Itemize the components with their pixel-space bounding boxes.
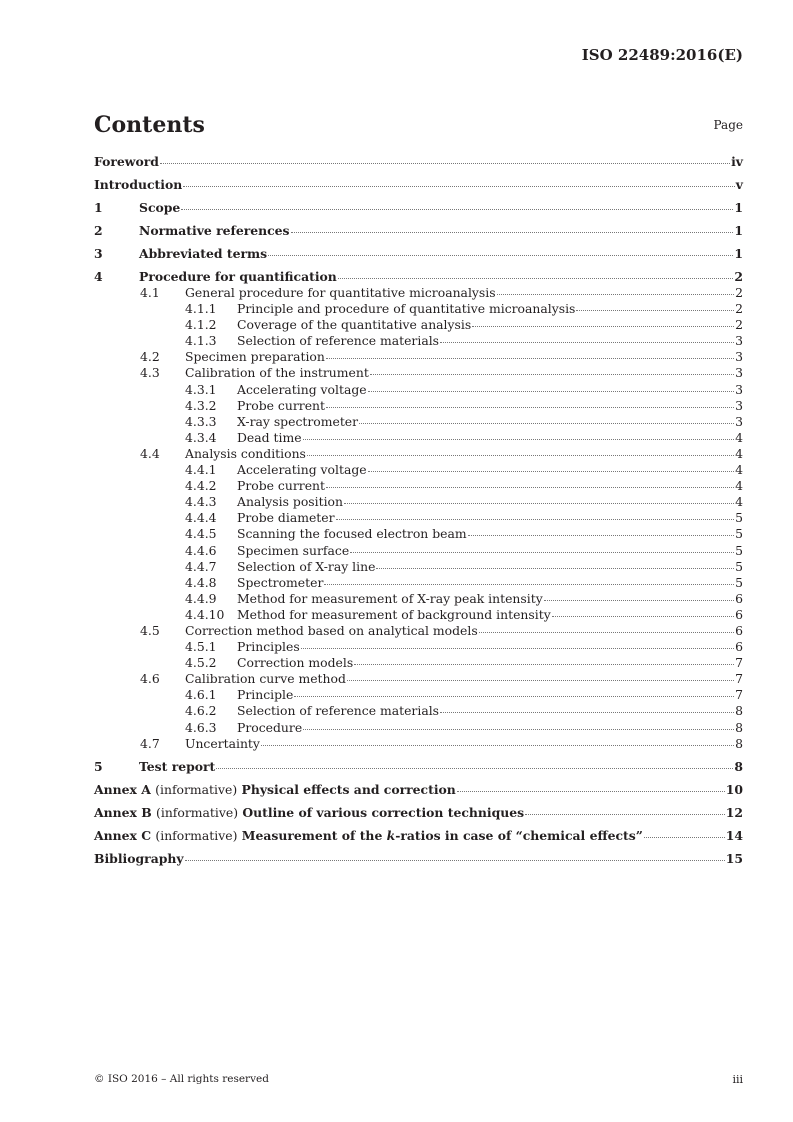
toc-entry-title <box>139 246 267 261</box>
toc-title-text: Selection of X-ray line <box>237 558 376 574</box>
toc-entry-title <box>237 591 543 606</box>
toc-entry-page: iv <box>731 154 743 169</box>
toc-entry-page: 3 <box>735 381 743 397</box>
toc-entry-number: 4.6 <box>140 671 160 687</box>
toc-entry[interactable] <box>94 494 743 510</box>
annex-label: Annex A <box>94 781 151 797</box>
toc-entry-title <box>185 736 260 751</box>
toc-entry-page: 6 <box>735 590 743 606</box>
dot-leader <box>344 503 734 504</box>
toc-title-text: Probe diameter <box>237 510 335 526</box>
toc-entry-number: 4.5 <box>140 622 160 638</box>
toc-entry-number: 4.4.3 <box>185 494 217 510</box>
toc-entry[interactable] <box>94 639 743 655</box>
toc-entry-page: 8 <box>735 719 743 735</box>
toc-entry[interactable] <box>94 543 743 559</box>
toc-entry[interactable] <box>94 703 743 719</box>
annex-informative-label: (informative) <box>155 781 238 797</box>
toc-entry[interactable] <box>94 462 743 478</box>
toc-entry-number: 4.7 <box>140 735 160 751</box>
toc-entry[interactable] <box>94 333 743 349</box>
toc-entry-page: 5 <box>735 510 743 526</box>
toc-entry-page: 4 <box>735 462 743 478</box>
toc-title-text: Probe current <box>237 478 325 494</box>
toc-entry-title <box>237 526 467 541</box>
toc-title-text: Bibliography <box>94 850 184 866</box>
toc-entry-title <box>237 559 375 574</box>
toc-entry-number: 4.6.2 <box>185 703 217 719</box>
dot-leader <box>468 535 735 536</box>
toc-title-text: Scope <box>139 200 181 215</box>
toc-entry[interactable] <box>94 720 743 736</box>
toc-entry[interactable] <box>94 478 743 494</box>
dot-leader <box>350 552 734 553</box>
footer-copyright: © ISO 2016 – All rights reserved <box>94 1073 269 1085</box>
toc-entry-page: 2 <box>735 301 743 317</box>
toc-entry[interactable] <box>94 607 743 623</box>
toc-entry-number: 4.4.4 <box>185 510 217 526</box>
toc-entry-number: 1 <box>94 200 103 215</box>
toc-title-text: Procedure <box>237 719 303 735</box>
toc-title-text: Scanning the focused electron beam <box>237 526 467 542</box>
document-id-header: ISO 22489:2016(E) <box>581 46 743 64</box>
toc-entry[interactable] <box>94 671 743 687</box>
toc-entry-title <box>185 349 325 364</box>
toc-title-text: Introduction <box>94 177 183 192</box>
annex-informative-label: (informative) <box>156 804 239 820</box>
toc-title-text: Abbreviated terms <box>139 246 268 261</box>
dot-leader <box>472 326 734 327</box>
toc-entry[interactable] <box>94 559 743 575</box>
dot-leader <box>479 632 734 633</box>
dot-leader <box>303 439 735 440</box>
toc-entry-page: v <box>735 177 743 192</box>
toc-entry-number: 4.2 <box>140 349 160 365</box>
toc-entry-title <box>237 382 367 397</box>
toc-entry-title <box>94 851 184 866</box>
toc-entry-page: 1 <box>734 223 743 238</box>
toc-entry-page: 5 <box>735 558 743 574</box>
toc-entry-title <box>237 317 471 332</box>
toc-entry-page: 7 <box>735 687 743 703</box>
toc-entry[interactable] <box>94 851 743 867</box>
toc-title-text: Selection of reference materials <box>237 333 440 349</box>
toc-title-text: Outline of various correction techniques <box>242 804 525 820</box>
toc-title-text: Correction method based on analytical models <box>185 622 478 638</box>
toc-entry-number: 4.6.1 <box>185 687 217 703</box>
toc-entry-number: 4.6.3 <box>185 719 217 735</box>
toc-entry-page: 4 <box>735 494 743 510</box>
toc-title-text: Accelerating voltage <box>237 381 367 397</box>
toc-entry-number: 4.4.5 <box>185 526 217 542</box>
toc-entry[interactable] <box>94 591 743 607</box>
toc-entry-title <box>185 365 369 380</box>
dot-leader <box>185 860 725 861</box>
toc-entry-title <box>237 494 343 509</box>
toc-entry-title <box>94 154 159 169</box>
dot-leader <box>552 616 734 617</box>
toc-entry-page: 2 <box>735 285 743 300</box>
toc-title-text: Method for measurement of X-ray peak intensity <box>237 590 543 606</box>
toc-entry-title <box>237 687 293 702</box>
toc-entry-page: 6 <box>735 639 743 655</box>
toc-entry-title <box>139 223 290 238</box>
toc-entry[interactable] <box>94 430 743 446</box>
toc-entry-number: 4.4.9 <box>185 590 217 606</box>
dot-leader <box>370 374 734 375</box>
toc-entry-title <box>237 333 439 348</box>
table-of-contents <box>94 154 743 867</box>
toc-entry-page: 1 <box>734 246 743 261</box>
toc-title-text: X-ray spectrometer <box>237 413 359 429</box>
toc-entry-page: 8 <box>734 758 743 774</box>
toc-entry[interactable] <box>94 301 743 317</box>
toc-entry[interactable] <box>94 365 743 381</box>
toc-entry-title <box>185 623 478 638</box>
toc-title-text: Spectrometer <box>237 574 324 590</box>
dot-leader <box>183 186 735 187</box>
toc-entry[interactable] <box>94 200 743 216</box>
toc-title-text: Uncertainty <box>185 735 260 751</box>
toc-entry-title <box>94 782 456 797</box>
toc-title-text: Calibration curve method <box>185 671 346 687</box>
toc-title-text: Accelerating voltage <box>237 462 367 478</box>
toc-entry[interactable] <box>94 269 743 285</box>
dot-leader <box>268 255 733 256</box>
dot-leader <box>359 423 734 424</box>
toc-entry[interactable] <box>94 687 743 703</box>
toc-entry[interactable] <box>94 623 743 639</box>
toc-title-text: Principle <box>237 687 294 703</box>
toc-entry-title <box>237 639 300 654</box>
toc-entry-page: 2 <box>734 269 743 284</box>
toc-entry-number: 4.4.8 <box>185 574 217 590</box>
toc-entry[interactable] <box>94 382 743 398</box>
toc-entry-number: 4.4 <box>140 445 160 461</box>
toc-entry-title <box>237 414 358 429</box>
toc-entry-number: 4 <box>94 269 103 284</box>
toc-entry-number: 4.1.1 <box>185 301 217 317</box>
toc-title-text: Specimen surface <box>237 542 350 558</box>
toc-entry-number: 4.3.4 <box>185 429 217 445</box>
toc-entry-page: 7 <box>735 671 743 687</box>
toc-entry-title <box>237 478 325 493</box>
dot-leader <box>160 163 730 164</box>
toc-title-text: Coverage of the quantitative analysis <box>237 317 472 333</box>
toc-entry-title <box>94 177 182 192</box>
toc-entry-number: 4.5.1 <box>185 639 217 655</box>
toc-entry-title <box>237 575 323 590</box>
toc-entry-page: 14 <box>725 827 743 843</box>
toc-entry-title <box>185 285 496 300</box>
dot-leader <box>525 814 725 815</box>
toc-entry-title <box>237 398 325 413</box>
toc-entry-title <box>237 543 349 558</box>
dot-leader <box>181 209 733 210</box>
toc-entry-page: 15 <box>725 850 743 866</box>
toc-entry-title <box>139 759 215 774</box>
dot-leader <box>368 391 734 392</box>
toc-entry-number: 4.3.1 <box>185 381 217 397</box>
toc-entry[interactable] <box>94 446 743 462</box>
footer-page-number: iii <box>732 1073 743 1086</box>
toc-entry-title <box>237 510 335 525</box>
toc-entry[interactable] <box>94 575 743 591</box>
toc-entry-page: 5 <box>735 542 743 558</box>
dot-leader <box>216 768 733 769</box>
toc-entry-number: 4.3 <box>140 365 160 381</box>
toc-entry[interactable] <box>94 655 743 671</box>
toc-entry[interactable] <box>94 414 743 430</box>
toc-title-text: Normative references <box>139 223 290 238</box>
dot-leader <box>457 791 725 792</box>
toc-title-text: Test report <box>139 758 216 774</box>
toc-title-text: Principles <box>237 639 300 655</box>
dot-leader <box>291 232 734 233</box>
dot-leader <box>324 584 734 585</box>
dot-leader <box>497 294 735 295</box>
toc-entry-number: 4.4.2 <box>185 478 217 494</box>
toc-entry-title <box>237 607 551 622</box>
toc-entry[interactable] <box>94 526 743 542</box>
toc-title-text: Analysis position <box>237 494 343 510</box>
annex-label: Annex B <box>94 804 152 820</box>
toc-entry[interactable] <box>94 246 743 262</box>
toc-title-text: Procedure for quantification <box>139 269 337 284</box>
toc-entry[interactable] <box>94 736 743 752</box>
toc-entry-page: 6 <box>735 622 743 638</box>
toc-entry-title <box>94 805 524 820</box>
toc-entry-number: 5 <box>94 758 103 774</box>
dot-leader <box>338 278 734 279</box>
toc-title-text: Specimen preparation <box>185 349 325 365</box>
toc-entry-title <box>139 200 180 215</box>
dot-leader <box>301 648 734 649</box>
dot-leader <box>354 664 734 665</box>
toc-entry-title <box>237 703 439 718</box>
toc-entry-title <box>237 430 302 445</box>
toc-title-text: Calibration of the instrument <box>185 365 369 381</box>
toc-entry-title <box>185 671 346 686</box>
annex-informative-label: (informative) <box>155 827 238 843</box>
dot-leader <box>644 837 725 838</box>
toc-entry-page: 5 <box>735 526 743 542</box>
toc-entry[interactable] <box>94 317 743 333</box>
toc-entry[interactable] <box>94 154 743 170</box>
toc-entry[interactable] <box>94 782 743 798</box>
toc-entry-page: 8 <box>735 735 743 751</box>
contents-title: Contents <box>94 112 205 138</box>
toc-entry-page: 3 <box>735 365 743 381</box>
toc-entry-page: 4 <box>735 478 743 494</box>
toc-entry-number: 4.3.2 <box>185 397 217 413</box>
toc-entry-page: 4 <box>735 445 743 461</box>
toc-entry-page: 3 <box>735 349 743 365</box>
toc-entry-number: 4.4.10 <box>185 606 225 622</box>
toc-entry-page: 4 <box>735 429 743 445</box>
toc-entry-title <box>237 462 367 477</box>
toc-entry-page: 3 <box>735 333 743 349</box>
dot-leader <box>303 729 734 730</box>
toc-title-text: Correction models <box>237 655 354 671</box>
toc-entry-number: 4.4.7 <box>185 558 217 574</box>
toc-entry[interactable] <box>94 759 743 775</box>
toc-entry-number: 4.1.2 <box>185 317 217 333</box>
toc-entry-number: 3 <box>94 246 103 261</box>
toc-title-text: Foreword <box>94 154 159 169</box>
dot-leader <box>326 407 734 408</box>
toc-entry-title <box>237 301 575 316</box>
toc-entry-page: 6 <box>735 606 743 622</box>
toc-title-text: Dead time <box>237 429 302 445</box>
dot-leader <box>347 680 734 681</box>
toc-title-part: Measurement of the <box>241 827 387 843</box>
toc-title-text: General procedure for quantitative microanalysis <box>185 285 496 300</box>
toc-entry[interactable] <box>94 398 743 414</box>
toc-entry[interactable] <box>94 349 743 365</box>
toc-entry-number: 2 <box>94 223 103 238</box>
dot-leader <box>576 310 734 311</box>
page-column-label: Page <box>713 118 743 132</box>
dot-leader <box>326 358 734 359</box>
dot-leader <box>326 487 734 488</box>
toc-entry-number: 4.1 <box>140 285 160 300</box>
toc-entry-page: 12 <box>725 804 743 820</box>
dot-leader <box>544 600 734 601</box>
toc-entry-title <box>237 720 302 735</box>
toc-title-text: Analysis conditions <box>185 445 306 461</box>
toc-entry[interactable] <box>94 177 743 193</box>
toc-title-text: Principle and procedure of quantitative microanalysis <box>237 301 576 317</box>
toc-entry-page: 5 <box>735 574 743 590</box>
dot-leader <box>368 471 734 472</box>
toc-entry[interactable] <box>94 828 743 844</box>
toc-entry-title <box>237 655 353 670</box>
dot-leader <box>294 696 734 697</box>
toc-entry-page: 7 <box>735 655 743 671</box>
dot-leader <box>440 712 734 713</box>
toc-title-italic: k <box>386 827 396 843</box>
toc-title-text: Selection of reference materials <box>237 703 440 719</box>
toc-entry[interactable] <box>94 285 743 301</box>
toc-entry[interactable] <box>94 223 743 239</box>
toc-entry-number: 4.4.6 <box>185 542 217 558</box>
toc-entry[interactable] <box>94 510 743 526</box>
toc-entry-page: 10 <box>725 781 743 797</box>
toc-title-text: Probe current <box>237 397 325 413</box>
dot-leader <box>440 342 734 343</box>
toc-title-text: -ratios in case of “chemical effects” <box>395 827 643 843</box>
toc-entry-number: 4.4.1 <box>185 462 217 478</box>
toc-entry-page: 1 <box>734 200 743 215</box>
annex-label: Annex C <box>94 827 152 843</box>
dot-leader <box>336 519 735 520</box>
toc-entry-page: 3 <box>735 413 743 429</box>
dot-leader <box>376 568 734 569</box>
toc-entry-title <box>185 446 306 461</box>
toc-entry-number: 4.1.3 <box>185 333 217 349</box>
toc-entry-page: 3 <box>735 397 743 413</box>
toc-title-text: Method for measurement of background intensity <box>237 606 551 622</box>
dot-leader <box>261 745 734 746</box>
toc-entry[interactable] <box>94 805 743 821</box>
toc-entry-number: 4.3.3 <box>185 413 217 429</box>
toc-entry-title <box>94 828 643 843</box>
toc-title-text: Physical effects and correction <box>241 781 456 797</box>
toc-entry-page: 2 <box>735 317 743 333</box>
toc-entry-page: 8 <box>735 703 743 719</box>
dot-leader <box>307 455 734 456</box>
toc-entry-number: 4.5.2 <box>185 655 217 671</box>
toc-entry-title <box>139 269 337 284</box>
